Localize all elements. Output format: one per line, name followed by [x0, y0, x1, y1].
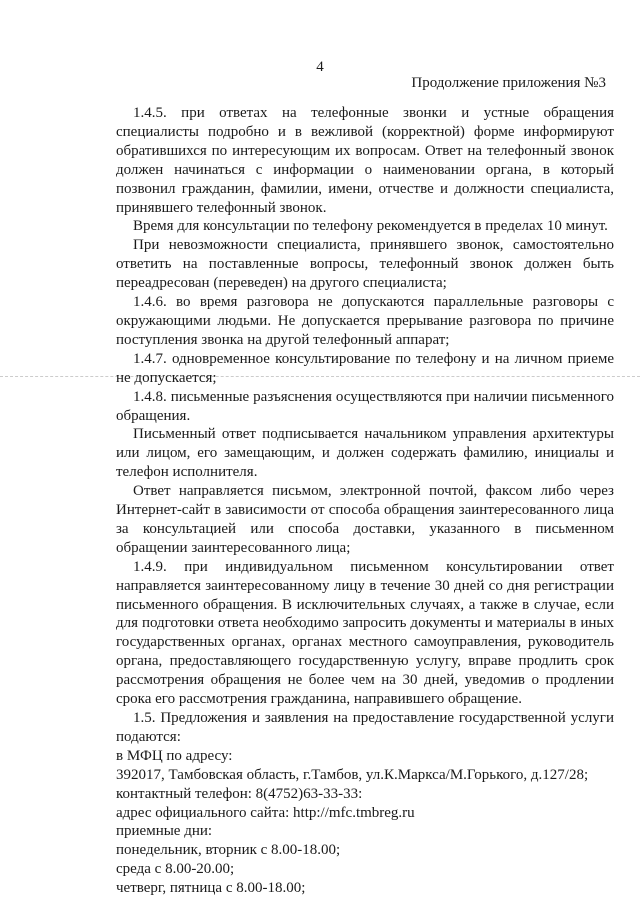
mfc-postal-address: 392017, Тамбовская область, г.Тамбов, ул.К.Маркса/М.Горького, д.127/28;	[116, 766, 589, 783]
reception-thu-fri: четверг, пятница с 8.00-18.00;	[116, 880, 306, 897]
appendix-continuation-note: Продолжение приложения №3	[411, 75, 606, 91]
mfc-contact-phone: контактный телефон: 8(4752)63-33-33:	[116, 785, 363, 802]
paragraph-1-4-7: 1.4.7. одновременное консультирование по телефону и на личном приеме не допускается;	[116, 350, 614, 386]
paragraph-redirect: При невозможности специалиста, принявшего звонок, самостоятельно ответить на поставленные вопросы, телефонный звонок должен быть переадресован (переведен) на другого специалиста;	[116, 237, 614, 292]
paragraph-1-4-6: 1.4.6. во время разговора не допускаются параллельные разговоры с окружающими людьми. Не допускается прерывание разговора по причине поступления звонка на другой телефонный аппарат;	[116, 294, 614, 348]
paragraph-1-4-5: 1.4.5. при ответах на телефонные звонки и устные обращения специалисты подробно и в вежливой (корректной) форме информируют обратившихся по интересующим их вопросам. Ответ на телефонный звонок должен начинаться с информации о наименовании органа, в который позвонил гражданин, фамилии, имени, отчестве и должности специалиста, принявшего телефонный звонок.	[116, 105, 614, 216]
paragraph-1-4-9: 1.4.9. при индивидуальном письменном консультировании ответ направляется заинтересованному лицу в течение 30 дней со дня регистрации письменного обращения. В исключительных случаях, а также в случае, если для подготовки ответа необходимо запросить документы и материалы в иных государственных органах, органах местного самоуправления, руководитель органа, предоставляющего государственную услугу, вправе продлить срок рассмотрения обращения не более чем на 30 дней, уведомив о продлении срока его рассмотрения гражданина, направившего обращение.	[116, 558, 614, 708]
paragraph-consult-time: Время для консультации по телефону рекомендуется в пределах 10 минут.	[133, 218, 608, 235]
paragraph-1-4-8: 1.4.8. письменные разъяснения осуществляются при наличии письменного обращения.	[116, 388, 614, 424]
page-number: 4	[316, 59, 324, 75]
reception-wed: среда с 8.00-20.00;	[116, 861, 235, 878]
paragraph-1-5: 1.5. Предложения и заявления на предоставление государственной услуги подаются:	[116, 710, 614, 745]
mfc-website: адрес официального сайта: http://mfc.tmbreg.ru	[116, 804, 415, 821]
paragraph-answer-delivery: Ответ направляется письмом, электронной почтой, факсом либо через Интернет-сайт в зависимости от способа обращения заинтересованного лица за консультацией или способа доставки, указанного в письменном обращении заинтересованного лица;	[116, 483, 614, 556]
paragraph-written-answer: Письменный ответ подписывается начальником управления архитектуры или лицом, его замещающим, и должен содержать фамилию, инициалы и телефон исполнителя.	[116, 426, 614, 481]
reception-days-label: приемные дни:	[116, 823, 213, 840]
reception-mon-tue: понедельник, вторник с 8.00-18.00;	[116, 842, 341, 859]
document-body	[116, 104, 614, 898]
mfc-address-label: в МФЦ по адресу:	[116, 747, 233, 764]
